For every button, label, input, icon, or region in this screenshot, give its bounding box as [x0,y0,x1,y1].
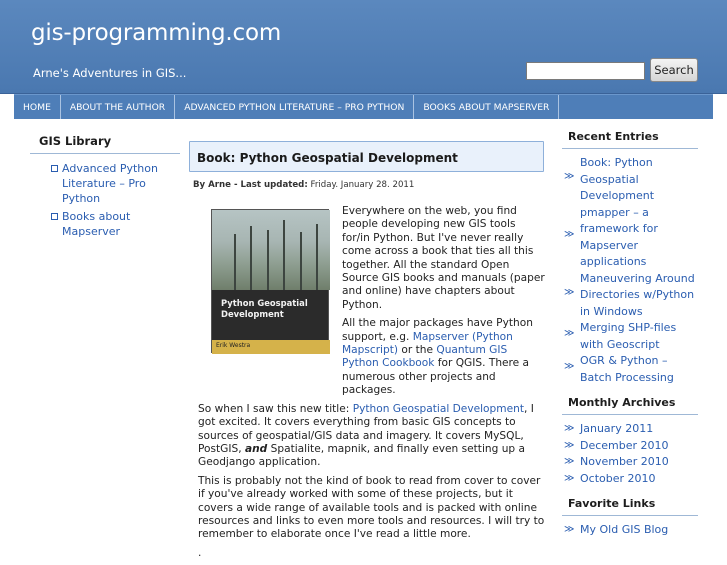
gis-library-item-label[interactable]: Advanced Python Literature – Pro Python [62,162,158,205]
nav-item-home[interactable]: HOME [14,95,61,119]
archive-item[interactable] [562,471,698,488]
recent-entries-list [562,155,698,386]
post-text: or the [401,344,433,357]
post-emphasis: and [244,442,268,455]
recent-entries-title: Recent Entries [562,124,698,149]
left-sidebar [30,130,180,242]
chevron-right-icon: ≫ [564,171,575,182]
gis-library-item-label[interactable]: Books about Mapserver [62,210,131,238]
post-text: for QGIS. There a numerous other projects and packages. [342,357,530,397]
nav-item-books-mapserver[interactable]: BOOKS ABOUT MAPSERVER [414,95,559,119]
book-cover-title-line1: Python Geospatial [221,298,308,308]
archive-item-label[interactable]: January 2011 [580,422,654,435]
chevron-right-icon: ≫ [564,524,575,535]
post-paragraph: Everywhere on the web, you find people developing new GIS tools for/in Python. But I've never really come across a book that ties all this together. All the standard Open Source GIS books and manuals (paper and online) have chapters about Python. [342,205,545,311]
qgis-cookbook-link[interactable]: Quantum GIS Python Cookbook [342,344,508,370]
recent-entry[interactable] [562,320,698,353]
post-title-box [189,141,544,172]
post-meta [193,180,414,190]
post-meta-date: Friday. January 28. 2011 [310,180,415,190]
post-title[interactable]: Book: Python Geospatial Development [197,151,458,165]
monthly-archives-title: Monthly Archives [562,390,698,415]
chevron-right-icon: ≫ [564,328,575,339]
recent-entry[interactable] [562,205,698,271]
right-sidebar [562,124,698,543]
archive-item-label[interactable]: December 2010 [580,438,669,452]
chevron-right-icon: ≫ [564,361,575,372]
post-meta-author: By Arne - Last updated: [193,180,308,190]
recent-entry[interactable] [562,155,698,205]
post-body [198,205,545,565]
post-text: , I got excited. It covers everything from basic GIS concepts to sources of geospatial/GIS data and imagery. It covers MySQL, PostGIS, [198,402,534,455]
recent-entry-label[interactable]: Merging SHP-files with Geoscript [580,321,677,351]
favorite-link[interactable] [562,522,698,539]
chevron-right-icon: ≫ [564,286,575,298]
post-paragraph [198,317,545,397]
chevron-right-icon: ≫ [564,456,575,467]
square-bullet-icon [51,213,58,220]
site-header [0,0,727,94]
recent-entry[interactable] [562,353,698,386]
post-text: So when I saw this new title: [198,402,350,415]
nav-item-advanced-python[interactable]: ADVANCED PYTHON LITERATURE – PRO PYTHON [175,95,414,119]
post-text: Spatialite, mapnik, and finally even setting up a Geodjango application. [198,442,525,469]
recent-entry[interactable] [562,271,698,321]
search-button[interactable]: Search [650,58,698,82]
chevron-right-icon: ≫ [564,439,575,451]
site-title[interactable]: gis-programming.com [31,20,282,46]
archive-item[interactable] [562,454,698,471]
gis-library-title: GIS Library [30,130,180,154]
main-nav [14,94,713,119]
favorite-links-title: Favorite Links [562,491,698,516]
post-text: All the major packages have Python support, e.g. [342,317,533,343]
gis-library-list [30,161,180,239]
favorite-links-list [562,522,698,539]
archive-item-label[interactable]: October 2010 [580,471,656,485]
archive-item[interactable] [562,421,698,438]
book-cover-author: Erik Westra [216,342,251,349]
python-geospatial-link[interactable]: Python Geospatial Development [352,402,524,415]
mapscript-link[interactable]: Mapserver (Python Mapscript) [342,330,513,357]
chevron-right-icon: ≫ [564,472,575,484]
post-paragraph [198,403,545,470]
chevron-right-icon: ≫ [564,228,575,240]
search-input[interactable] [526,62,645,80]
recent-entry-label[interactable]: Maneuvering Around Directories w/Python in Windows [580,271,695,318]
gis-library-item[interactable] [30,209,180,239]
post-paragraph: This is probably not the kind of book to read from cover to cover if you've already worked with some of these projects, but it covers a wide range of available tools and is packed with online resources and links to even more tools and resources. I will try to remember to elaborate once I've read a little more. [198,474,545,541]
chevron-right-icon: ≫ [564,423,575,434]
archive-item[interactable] [562,438,698,455]
recent-entry-label[interactable]: Book: Python Geospatial Development [580,156,655,202]
book-cover-title-line2: Development [221,309,284,319]
gis-library-item[interactable] [30,161,180,206]
recent-entry-label[interactable]: pmapper – a framework for Mapserver applications [580,205,658,268]
favorite-link-label[interactable]: My Old GIS Blog [580,523,669,536]
recent-entry-label[interactable]: OGR & Python – Batch Processing [580,354,674,384]
monthly-archives-list [562,421,698,487]
nav-item-about-author[interactable]: ABOUT THE AUTHOR [61,95,175,119]
archive-item-label[interactable]: November 2010 [580,455,669,468]
post-paragraph: . [198,546,202,559]
square-bullet-icon [51,165,58,172]
site-tagline: Arne's Adventures in GIS... [33,66,187,80]
